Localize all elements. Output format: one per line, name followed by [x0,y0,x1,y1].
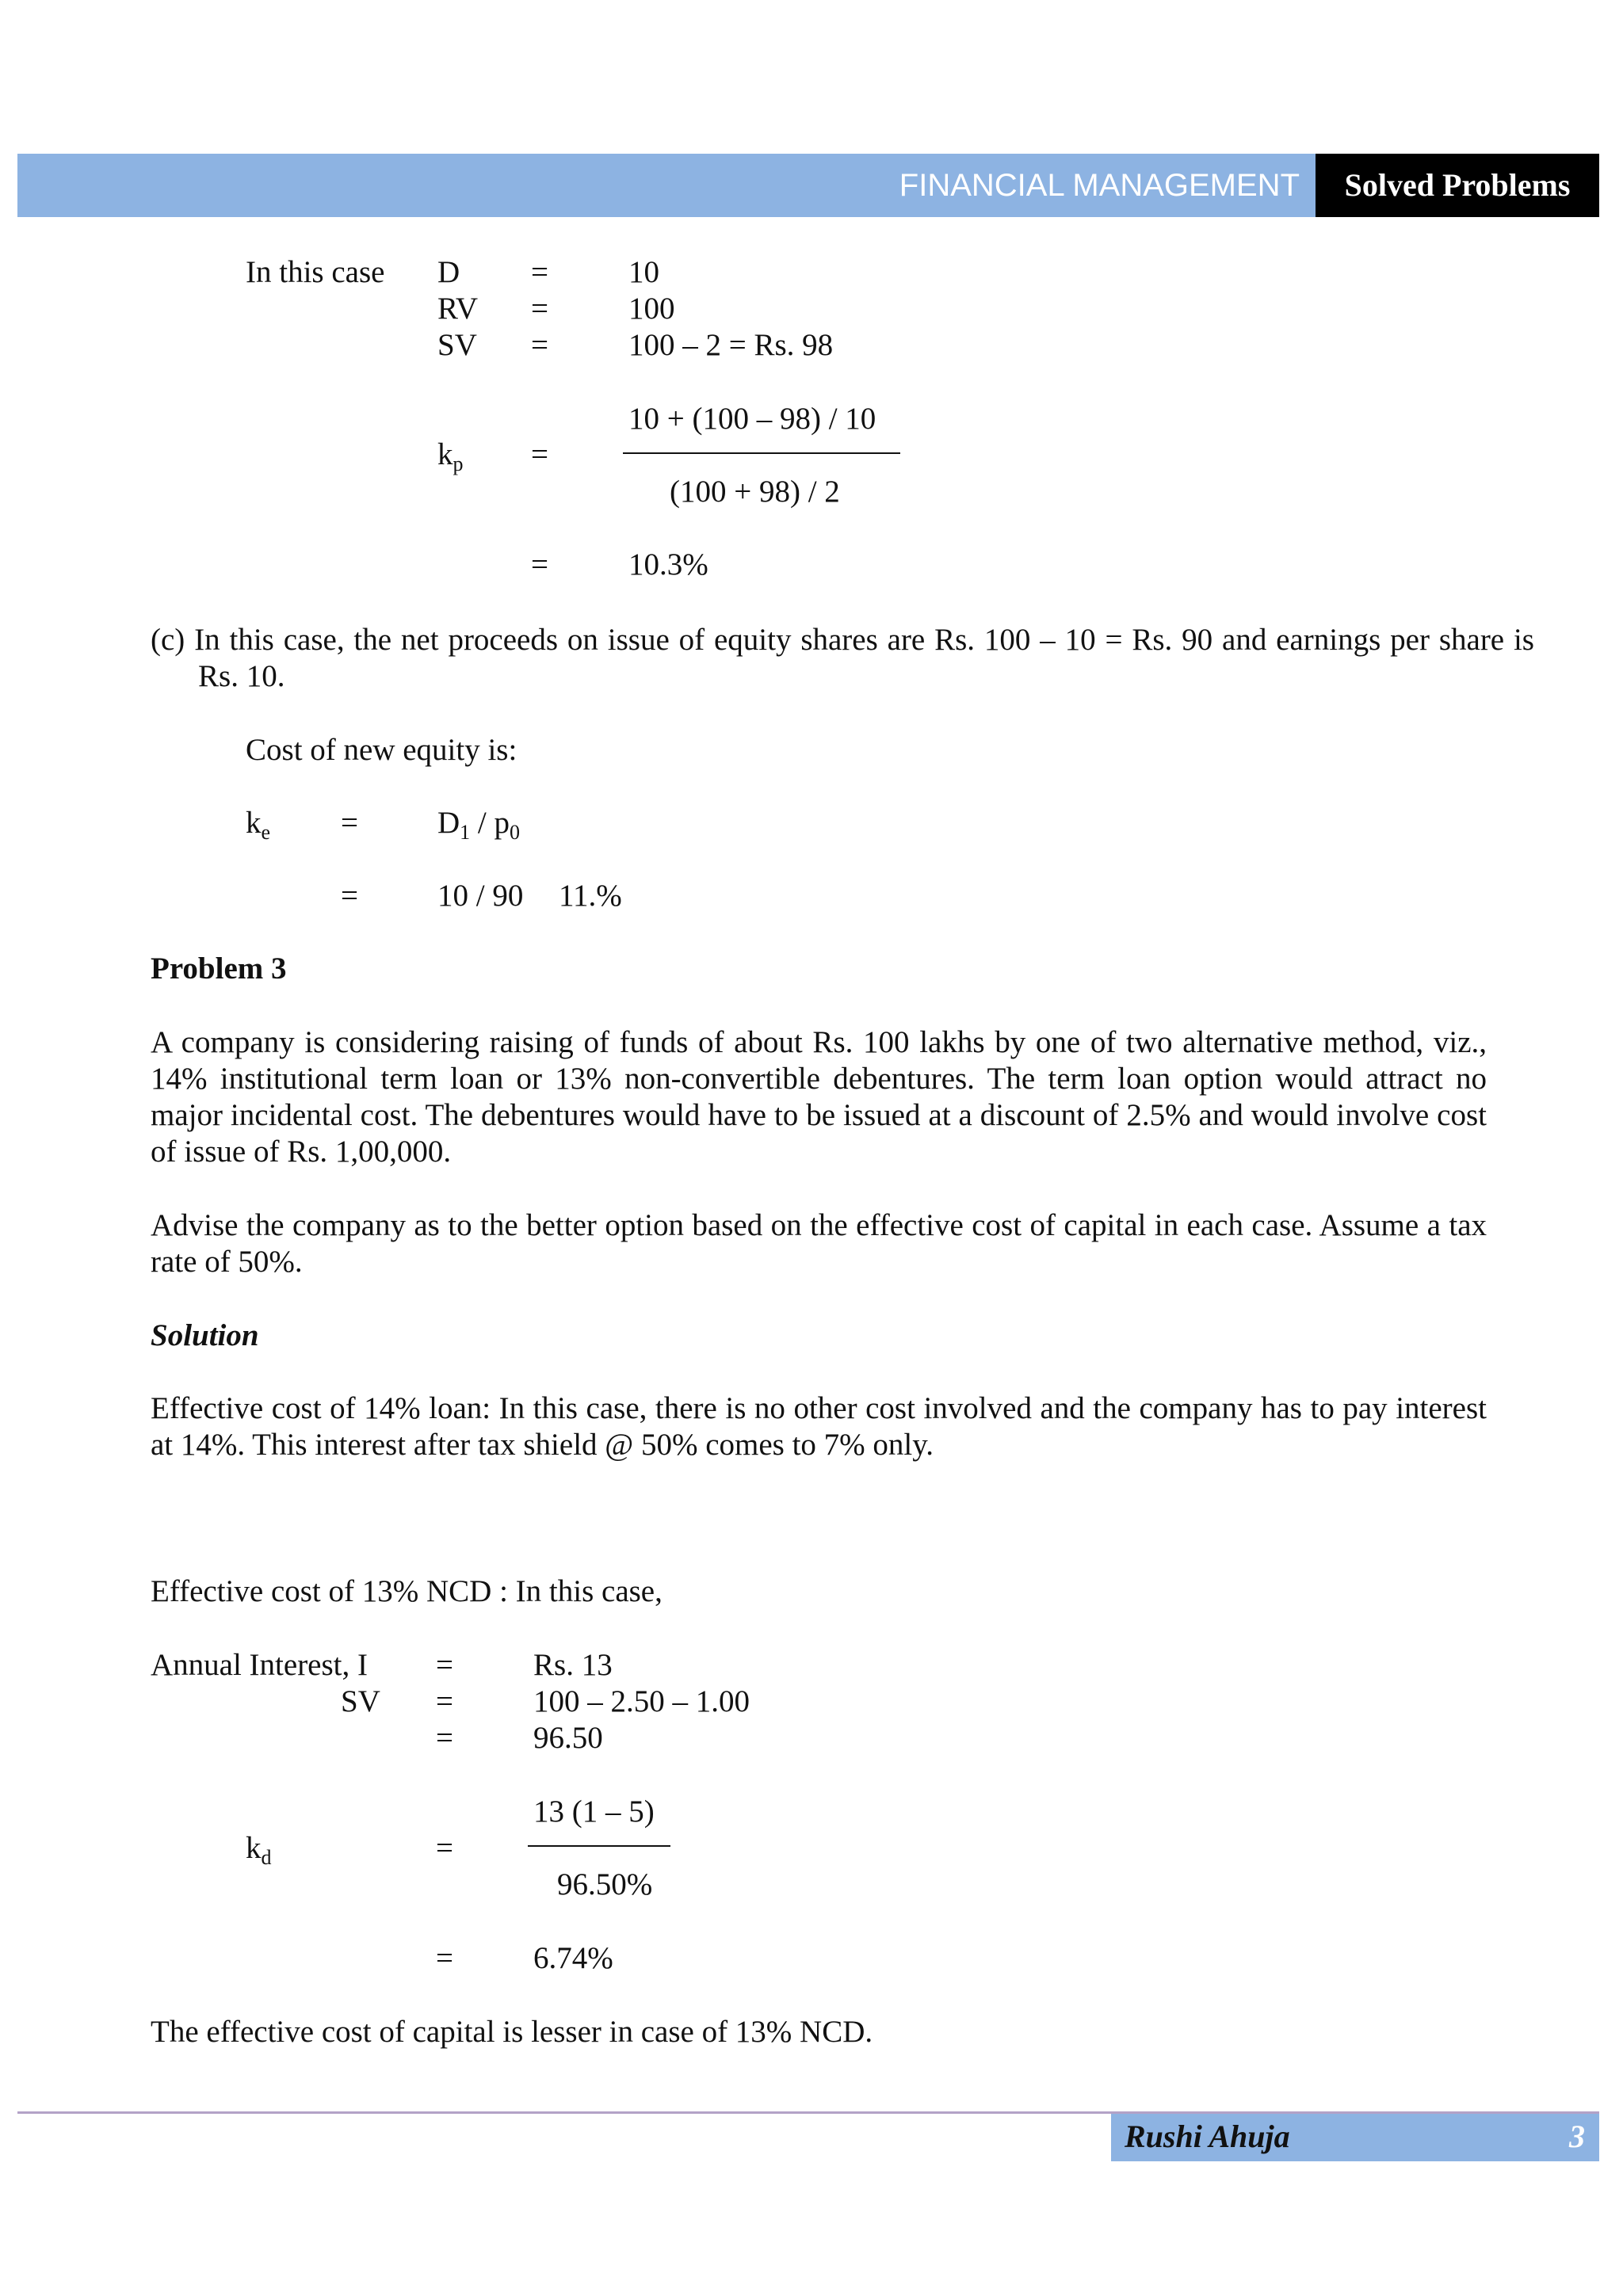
kd-numerator: 13 (1 – 5) [533,1794,655,1829]
ncd-eq-interest: = [436,1648,453,1682]
problem-3-paragraph-1: A company is considering raising of funds of about Rs. 100 lakhs by one of two alternative method, viz., 14% institutional term loan or 13% non-convertible debentures. The term loan option would attract no major incidental cost. The debentures would have to be issued at a discount of 2.5% and would involve cost of issue of Rs. 1,00,000. [151,1025,1487,1169]
header-title: FINANCIAL MANAGEMENT [899,168,1300,203]
footer-author: Rushi Ahuja [1125,2119,1290,2154]
pref-eq-rv: = [531,292,548,326]
ncd-val-interest: Rs. 13 [533,1648,613,1682]
ke-calc-eq: = [341,879,358,913]
ncd-eq-sv: = [436,1684,453,1718]
ncd-val-sv: 100 – 2.50 – 1.00 [533,1684,750,1718]
part-c-paragraph: (c) In this case, the net proceeds on issue of equity shares are Rs. 100 – 10 = Rs. 90 and earnings per share is Rs. 10. [151,623,1534,693]
kd-fraction-bar [528,1845,670,1847]
loan-cost-paragraph: Effective cost of 14% loan: In this case, there is no other cost involved and the company has to pay interest at 14%. This interest after tax shield @ 50% comes to 7% only. [151,1391,1487,1462]
kd-eq: = [436,1831,453,1865]
kp-denominator: (100 + 98) / 2 [670,475,840,509]
solution-heading: Solution [151,1318,259,1352]
conclusion: The effective cost of capital is lesser in case of 13% NCD. [151,2015,873,2049]
page-number: 3 [1569,2119,1585,2154]
kp-symbol: $k_p$ [437,437,464,475]
kp-fraction-bar [623,452,900,454]
ncd-val-net: 96.50 [533,1721,603,1755]
kd-denominator: 96.50% [557,1867,653,1901]
kp-result-eq: = [531,547,548,582]
ncd-label-interest: Annual Interest, I [151,1648,368,1682]
ke-calc: 10 / 90 [437,879,524,913]
pref-eq-sv: = [531,328,548,362]
ke-eq: = [341,806,358,840]
kd-result-eq: = [436,1941,453,1975]
ke-formula: $D_1 / p_0$ [437,806,521,844]
pref-val-rv: 100 [628,292,675,326]
problem-3-heading: Problem 3 [151,952,287,986]
kp-eq: = [531,437,548,471]
kd-result: 6.74% [533,1941,613,1975]
kd-symbol: $k_d$ [246,1831,272,1869]
ke-result: 11.% [559,879,622,913]
ncd-eq-net: = [436,1721,453,1755]
pref-eq-d: = [531,255,548,289]
problem-3-paragraph-2: Advise the company as to the better option based on the effective cost of capital in each case. Assume a tax rate of 50%. [151,1208,1487,1279]
pref-var-d: D [437,255,460,289]
pref-val-d: 10 [628,255,659,289]
preference-intro: In this case [246,255,385,289]
header-section-label: Solved Problems [1344,167,1571,203]
kp-numerator: 10 + (100 – 98) / 10 [628,402,876,436]
pref-var-rv: RV [437,292,479,326]
ke-symbol: $k_e$ [246,806,271,844]
kp-result: 10.3% [628,547,708,582]
cost-new-equity-label: Cost of new equity is: [246,733,517,767]
pref-var-sv: SV [437,328,477,362]
ncd-label-sv: SV [341,1684,380,1718]
pref-val-sv: 100 – 2 = Rs. 98 [628,328,834,362]
ncd-intro: Effective cost of 13% NCD : In this case, [151,1574,663,1608]
